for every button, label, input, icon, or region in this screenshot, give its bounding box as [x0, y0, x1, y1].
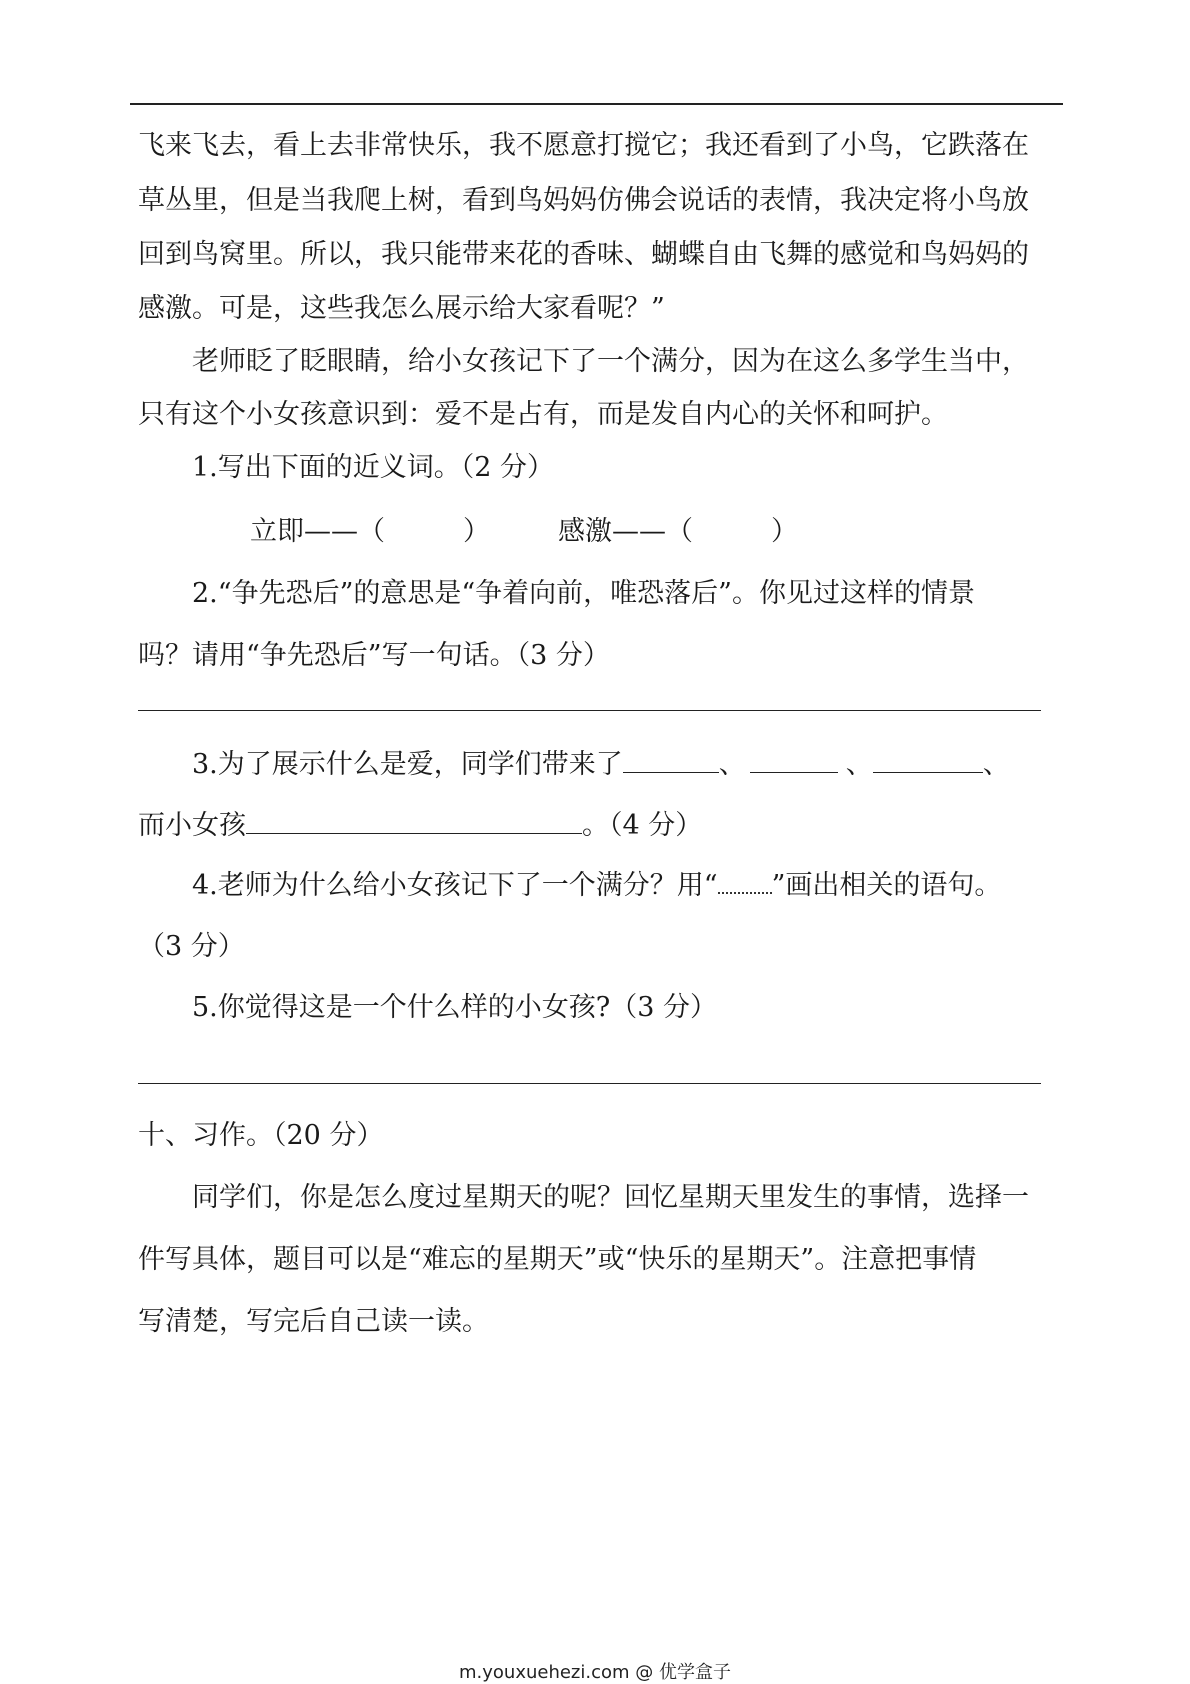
question-4-prefix: 4.老师为什么给小女孩记下了一个满分？用“	[192, 870, 718, 901]
question-2-line-1: 2.“争先恐后”的意思是“争着向前，唯恐落后”。你见过这样的情景	[192, 578, 975, 609]
question-3-line-1	[192, 746, 1010, 783]
passage-line-6: 只有这个小女孩意识到：爱不是占有，而是发自内心的关怀和呵护。	[138, 399, 948, 430]
composition-line-3: 写清楚，写完后自己读一读。	[138, 1306, 489, 1337]
question-3-prefix: 3.为了展示什么是爱，同学们带来了	[192, 749, 623, 780]
composition-heading: 十、习作。（20 分）	[138, 1120, 384, 1151]
question-2-answer-line[interactable]	[138, 710, 1041, 711]
question-3-suffix: 。（4 分）	[582, 810, 703, 841]
question-3-blank-2[interactable]	[750, 746, 838, 773]
synonym-word-1-close: ）	[463, 516, 490, 547]
footer-watermark: m.youxuehezi.com @ 优学盒子	[458, 1662, 731, 1683]
question-5-answer-line[interactable]	[138, 1083, 1041, 1084]
question-4-score: （3 分）	[138, 931, 245, 962]
synonym-word-2: 感激——（	[558, 516, 693, 547]
question-1-word-1	[250, 514, 490, 550]
question-4-suffix: ”画出相关的语句。	[771, 870, 1002, 901]
passage-line-1: 飞来飞去，看上去非常快乐，我不愿意打搅它；我还看到了小鸟，它跌落在	[138, 130, 1029, 161]
question-3-line-2-prefix: 而小女孩	[138, 810, 246, 841]
top-rule	[130, 103, 1063, 105]
question-5-text: 5.你觉得这是一个什么样的小女孩?（3 分）	[192, 992, 717, 1023]
question-3-sep-2: 、	[845, 749, 873, 780]
question-3-sep-3: 、	[982, 749, 1010, 780]
question-3-blank-4[interactable]	[246, 807, 582, 834]
question-3-blank-1[interactable]	[623, 746, 719, 773]
question-3-sep-1: 、	[718, 749, 746, 780]
composition-line-2: 件写具体，题目可以是“难忘的星期天”或“快乐的星期天”。注意把事情	[138, 1244, 977, 1275]
question-4-line-1	[192, 868, 1001, 904]
question-1-word-2	[558, 514, 798, 550]
passage-line-5: 老师眨了眨眼睛，给小女孩记下了一个满分，因为在这么多学生当中，	[192, 346, 1029, 377]
synonym-word-2-close: ）	[771, 516, 798, 547]
question-3-line-2	[138, 807, 702, 844]
synonym-word-1: 立即——（	[250, 516, 385, 547]
passage-line-4: 感激。可是，这些我怎么展示给大家看呢？”	[138, 293, 665, 324]
question-2-line-2: 吗？请用“争先恐后”写一句话。（3 分）	[138, 640, 610, 671]
passage-line-2: 草丛里，但是当我爬上树，看到鸟妈妈仿佛会说话的表情，我决定将小鸟放	[138, 185, 1029, 216]
question-1-text: 1.写出下面的近义词。（2 分）	[192, 452, 555, 483]
composition-line-1: 同学们，你是怎么度过星期天的呢？回忆星期天里发生的事情，选择一	[192, 1182, 1029, 1213]
passage-line-3: 回到鸟窝里。所以，我只能带来花的香味、蝴蝶自由飞舞的感觉和鸟妈妈的	[138, 239, 1029, 270]
wavy-underline-sample	[718, 870, 772, 894]
question-3-blank-3[interactable]	[873, 746, 983, 773]
